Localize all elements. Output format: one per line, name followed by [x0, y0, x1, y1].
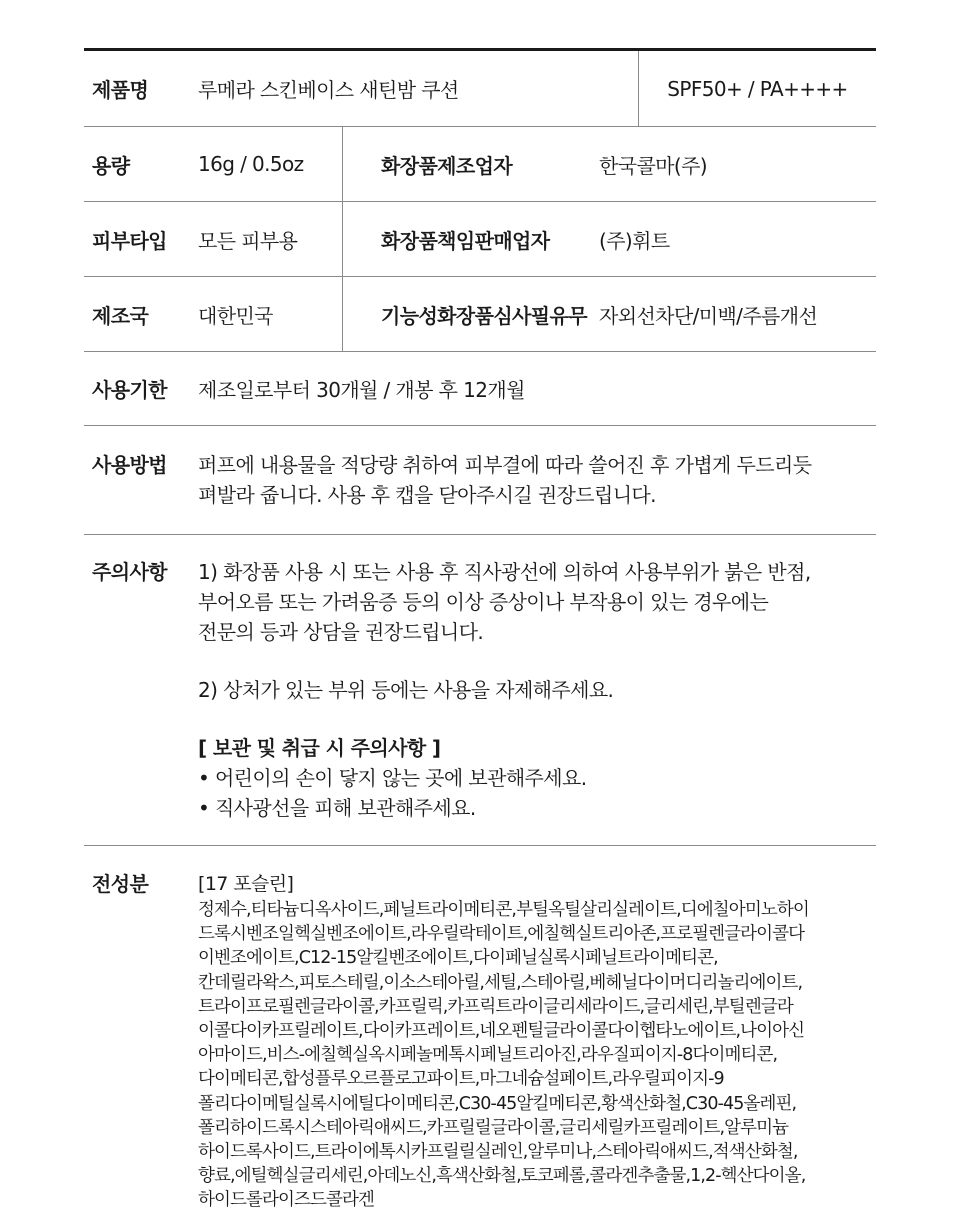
storage-title: [ 보관 및 취급 시 주의사항 ]	[198, 736, 441, 760]
caution-line: 1) 화장품 사용 시 또는 사용 후 직사광선에 의하여 사용부위가 붉은 반점,	[198, 560, 811, 584]
ingredients-line: 다이메티콘,합성플루오르플로고파이트,마그네슘설페이트,라우릴피이지-9	[198, 1069, 724, 1090]
ingredients-line: 향료,에틸헥실글리세린,아데노신,흑색산화철,토코페롤,콜라겐추출물,1,2-헥산다이올,	[198, 1166, 806, 1187]
expiry-row	[84, 352, 876, 426]
ingredients-line: 하이드록사이드,트라이에톡시카프릴릴실레인,알루미나,스테아릭애씨드,적색산화철,	[198, 1142, 798, 1163]
ingredients-label: 전성분	[92, 872, 149, 896]
skin-type-row	[84, 202, 876, 277]
product-name-value: 루메라 스킨베이스 새틴밤 쿠션	[198, 78, 459, 102]
skin-type-value: 모든 피부용	[198, 228, 298, 253]
capacity-label: 용량	[92, 153, 130, 178]
manufacturer-value: 한국콜마(주)	[599, 153, 708, 178]
ingredients-line: 드록시벤조일헥실벤조에이트,라우릴락테이트,에칠헥실트리아존,프로필렌글라이콜다	[198, 924, 805, 945]
ingredients-line: 칸데릴라왁스,피토스테릴,이소스테아릴,세틸,스테아릴,베헤닐다이머디리놀리에이트,	[198, 972, 803, 993]
caution-label: 주의사항	[92, 560, 167, 584]
functional-review-value: 자외선차단/미백/주름개선	[599, 303, 818, 328]
ingredients-line: 하이드롤라이즈드콜라겐	[198, 1190, 375, 1211]
product-name-label: 제품명	[92, 78, 149, 102]
storage-item: • 어린이의 손이 닿지 않는 곳에 보관해주세요.	[198, 766, 587, 790]
caution-line: 전문의 등과 상담을 권장드립니다.	[198, 620, 484, 644]
caution-line: 부어오름 또는 가려움증 등의 이상 증상이나 부작용이 있는 경우에는	[198, 590, 769, 614]
usage-label: 사용방법	[92, 453, 167, 477]
country-value: 대한민국	[198, 303, 273, 328]
storage-notes	[198, 733, 876, 823]
caution-text	[198, 557, 876, 823]
caution-item-2: 2) 상처가 있는 부위 등에는 사용을 자제해주세요.	[198, 678, 614, 702]
caution-row	[84, 535, 876, 846]
ingredients-line: 아마이드,비스-에칠헥실옥시페놀메톡시페닐트리아진,라우질피이지-8다이메티콘,	[198, 1045, 778, 1066]
skin-type-label: 피부타입	[92, 228, 167, 253]
country-label: 제조국	[92, 303, 149, 328]
product-info-table	[84, 48, 876, 1213]
ingredients-line: 트라이프로필렌글라이콜,카프릴릭,카프릭트라이글리세라이드,글리세린,부틸렌글라	[198, 996, 793, 1017]
ingredients-line: 이콜다이카프릴레이트,다이카프레이트,네오펜틸글라이콜다이헵타노에이트,나이아신	[198, 1021, 805, 1042]
usage-row	[84, 426, 876, 535]
distributor-label: 화장품책임판매업자	[381, 228, 550, 253]
functional-review-label: 기능성화장품심사필유무	[381, 303, 587, 328]
expiry-value: 제조일로부터 30개월 / 개봉 후 12개월	[198, 378, 525, 402]
ingredients-header: [17 포슬린]	[198, 873, 294, 895]
caution-item-1	[198, 557, 876, 647]
capacity-row	[84, 127, 876, 202]
ingredients-text	[198, 870, 876, 1213]
expiry-label: 사용기한	[92, 378, 167, 402]
usage-text	[198, 450, 876, 510]
manufacturer-label: 화장품제조업자	[381, 153, 513, 178]
product-name-row	[84, 51, 876, 127]
capacity-value: 16g / 0.5oz	[198, 152, 304, 176]
ingredients-line: 이벤조에이트,C12-15알킬벤조에이트,다이페닐실록시페닐트라이메티콘,	[198, 948, 718, 969]
country-row	[84, 277, 876, 352]
usage-line: 퍼프에 내용물을 적당량 취하여 피부결에 따라 쓸어진 후 가볍게 두드리듯	[198, 453, 812, 477]
distributor-value: (주)휘트	[599, 228, 670, 253]
spf-value: SPF50+ / PA++++	[667, 76, 848, 101]
usage-line: 펴발라 줍니다. 사용 후 캡을 닫아주시길 권장드립니다.	[198, 483, 656, 507]
ingredients-line: 폴리다이메틸실록시에틸다이메티콘,C30-45알킬메티콘,황색산화철,C30-45올레핀,	[198, 1093, 797, 1114]
ingredients-line: 정제수,티타늄디옥사이드,페닐트라이메티콘,부틸옥틸살리실레이트,디에칠아미노하이	[198, 900, 809, 920]
storage-item: • 직사광선을 피해 보관해주세요.	[198, 796, 476, 820]
ingredients-line: 폴리하이드록시스테아릭애씨드,카프릴릴글라이콜,글리세릴카프릴레이트,알루미늄	[198, 1117, 789, 1138]
ingredients-row	[84, 846, 876, 1213]
ingredients-list	[198, 898, 876, 1213]
